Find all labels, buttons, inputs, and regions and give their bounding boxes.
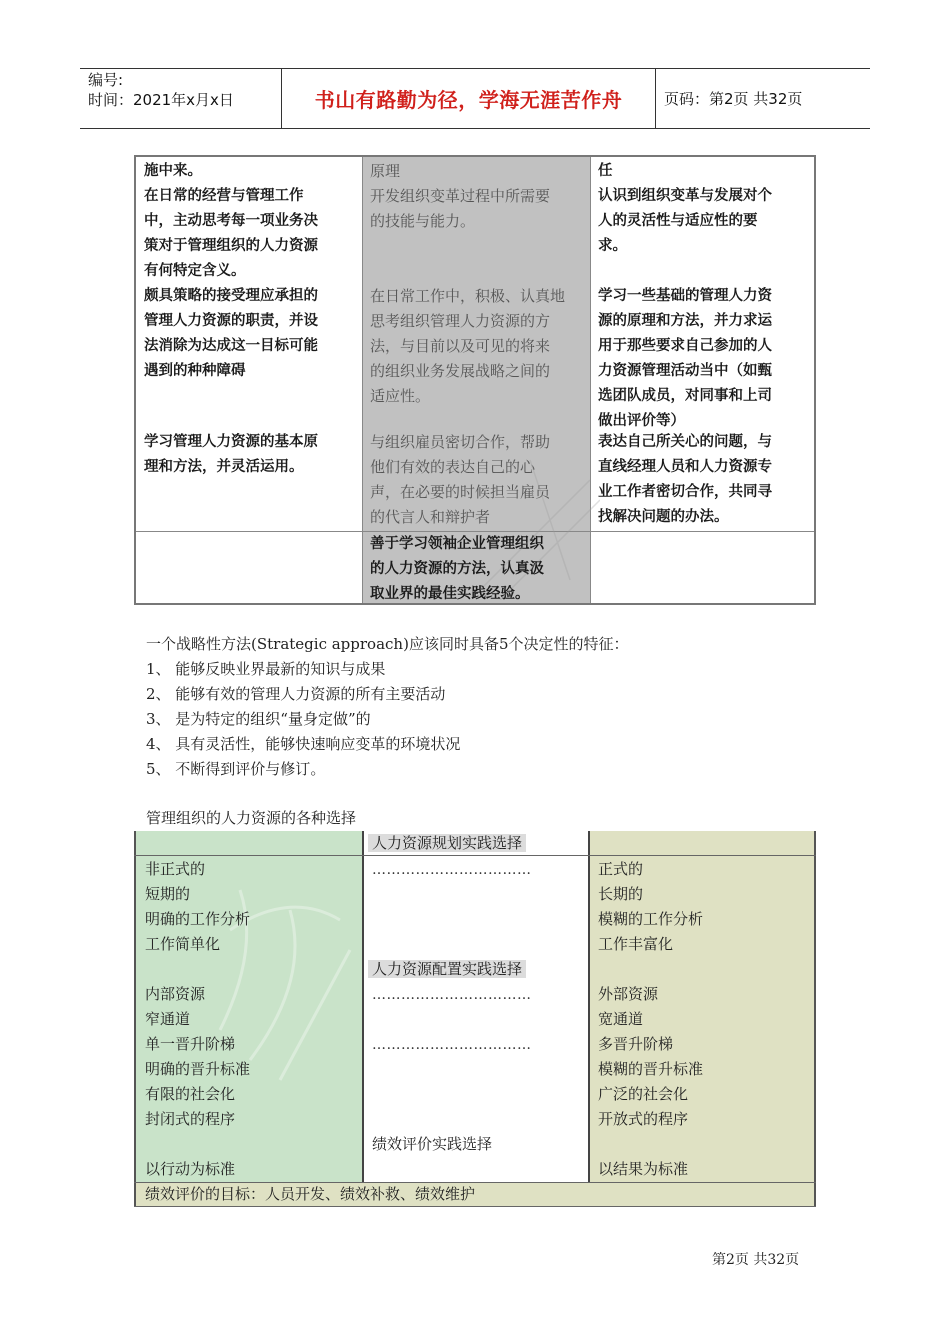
header-top-rule [80,68,870,69]
left-option: 窄通道 [145,1010,191,1028]
cell-line: 思考组织管理人力资源的方 [370,312,551,330]
cell-line: 选团队成员，对同事和上司 [598,388,772,404]
strategic-list [146,657,460,782]
left-option: 非正式的 [145,860,206,878]
right-option: 开放式的程序 [598,1110,689,1128]
right-option: 模糊的工作分析 [598,910,704,928]
left-option: 明确的晋升标准 [145,1060,251,1078]
right-option: 以结果为标准 [598,1160,689,1178]
cell-line: 人的灵活性与适应性的要 [598,213,758,229]
table-divider [588,831,590,1183]
cell-line: 用于那些要求自己参加的人 [598,338,772,354]
cell-line: 法消除为达成这一目标可能 [144,338,318,354]
table-border [134,831,136,1207]
list-item: 5、 不断得到评价与修订。 [146,760,326,778]
cell-line: 力资源管理活动当中（如甄 [598,363,772,379]
cell-line: 开发组织变革过程中所需要 [370,187,551,205]
section-label: 人力资源规划实践选择 [368,834,526,852]
list-item: 1、 能够反映业界最新的知识与成果 [146,660,386,678]
cell-line: 任 [598,163,613,179]
left-option: 工作简单化 [145,935,221,953]
left-option: 有限的社会化 [145,1085,236,1103]
cell-line: 原理 [370,162,401,180]
table-cell [598,430,812,530]
cell-line: 适应性。 [370,387,431,405]
table-cell [144,430,358,480]
list-item: 4、 具有灵活性，能够快速响应变革的环境状况 [146,735,461,753]
section-staffing [368,957,526,982]
cell-line: 表达自己所关心的问题，与 [598,434,772,450]
right-option: 多晋升阶梯 [598,1035,674,1053]
cell-line: 的代言人和辩护者 [370,508,491,526]
table-cell [144,159,358,284]
cell-line: 求。 [598,238,627,254]
doc-number-label: 编号: [88,71,124,89]
left-option: 以行动为标准 [145,1160,236,1178]
page-footer: 第2页 共32页 [712,1252,800,1268]
cell-line: 的人力资源的方法，认真汲 [370,561,544,577]
left-option: 单一晋升阶梯 [145,1035,236,1053]
cell-line: 颇具策略的接受理应承担的 [144,288,318,304]
table-cell [598,159,812,259]
date-line: 时间：2021年x月x日 [88,91,234,109]
table-cell [370,284,586,409]
header-motto: 书山有路勤为径，学海无涯苦作舟 [314,88,623,112]
header-meta [88,70,234,110]
cell-line: 源的原理和方法，并力求运 [598,313,772,329]
right-option: 长期的 [598,885,644,903]
cell-line: 学习一些基础的管理人力资 [598,288,772,304]
right-option: 正式的 [598,860,644,878]
table-caption: 管理组织的人力资源的各种选择 [146,809,357,827]
cell-line: 找解决问题的办法。 [598,509,729,525]
appraisal-goals: 绩效评价的目标：人员开发、绩效补救、绩效维护 [145,1185,476,1203]
cell-line: 法，与目前以及可见的将来 [370,337,551,355]
cell-line: 做出评价等） [598,413,685,429]
table-cell [370,159,586,234]
cell-line: 施中来。 [144,163,202,179]
left-option: 明确的工作分析 [145,910,251,928]
list-item: 2、 能够有效的管理人力资源的所有主要活动 [146,685,446,703]
cell-line: 有何特定含义。 [144,263,246,279]
cell-line: 与组织雇员密切合作，帮助 [370,433,551,451]
dotted-leader: …………………………… [372,987,532,1003]
header-page-info: 页码：第2页 共32页 [664,90,803,108]
cell-line: 业工作者密切合作，共同寻 [598,484,772,500]
right-option: 工作丰富化 [598,935,674,953]
table-divider [362,157,363,603]
table-cell [598,284,812,434]
cell-line: 的技能与能力。 [370,212,476,230]
header-bottom-rule [80,128,870,129]
watermark-graphic [470,440,600,600]
cell-line: 在日常工作中，积极、认真地 [370,287,566,305]
cell-line: 理和方法，并灵活运用。 [144,459,304,475]
dotted-leader: …………………………… [372,862,532,878]
cell-line: 直线经理人员和人力资源专 [598,459,772,475]
left-option: 内部资源 [145,985,206,1003]
cell-line: 中，主动思考每一项业务决 [144,213,318,229]
left-option: 封闭式的程序 [145,1110,236,1128]
list-item: 3、 是为特定的组织“量身定做”的 [146,710,371,728]
right-option: 广泛的社会化 [598,1085,689,1103]
strategic-intro: 一个战略性方法(Strategic approach)应该同时具备5个决定性的特征： [146,635,629,653]
cell-line: 认识到组织变革与发展对个 [598,188,772,204]
table-border [814,831,816,1207]
cell-line: 善于学习领袖企业管理组织 [370,536,544,552]
dotted-leader: …………………………… [372,1037,532,1053]
right-option: 模糊的晋升标准 [598,1060,704,1078]
cell-line: 取业界的最佳实践经验。 [370,586,530,602]
cell-line: 声，在必要的时候担当雇员 [370,483,551,501]
table-cell [144,284,358,384]
cell-line: 遇到的种种障碍 [144,363,246,379]
cell-line: 他们有效的表达自己的心 [370,458,536,476]
cell-line: 学习管理人力资源的基本原 [144,434,318,450]
cell-line: 策对于管理组织的人力资源 [144,238,318,254]
header-divider [655,68,656,128]
left-option: 短期的 [145,885,191,903]
section-appraisal: 绩效评价实践选择 [372,1135,493,1153]
section-label: 人力资源配置实践选择 [368,960,526,978]
right-option: 宽通道 [598,1010,644,1028]
cell-line: 在日常的经营与管理工作 [144,188,304,204]
section-planning [368,831,526,856]
right-option: 外部资源 [598,985,659,1003]
cell-line: 的组织业务发展战略之间的 [370,362,551,380]
cell-line: 管理人力资源的职责，并设 [144,313,318,329]
